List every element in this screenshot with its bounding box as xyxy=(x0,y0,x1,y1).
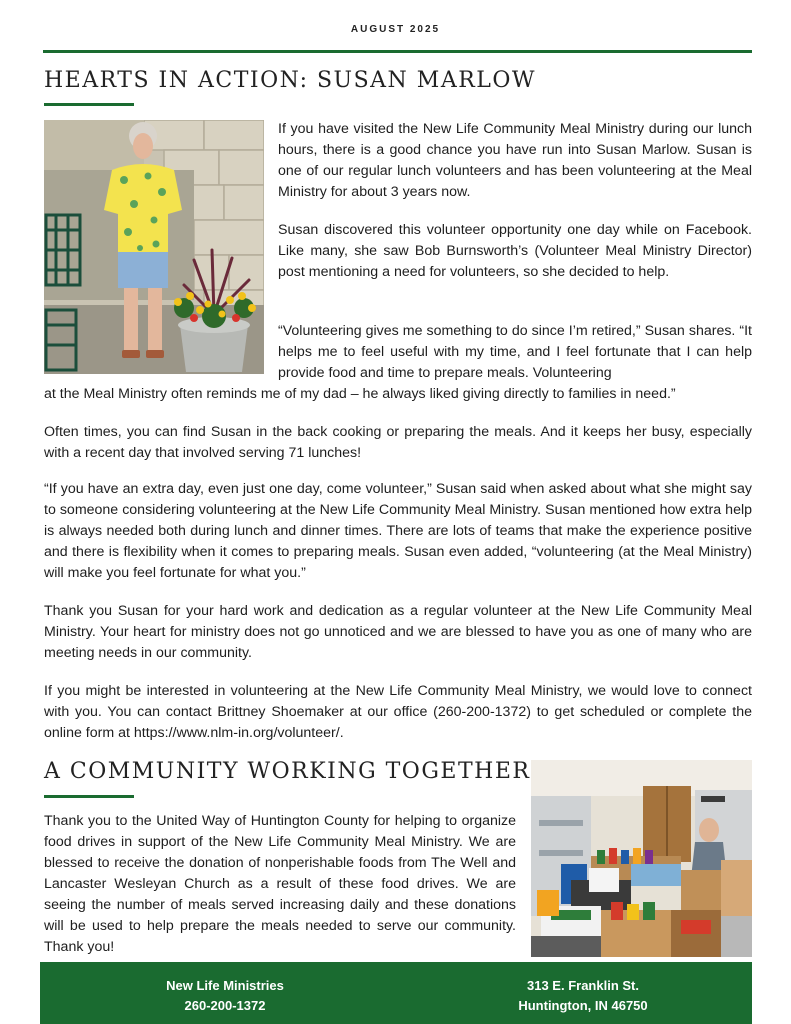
food-donations-photo xyxy=(531,760,752,957)
footer-city: Huntington, IN 46750 xyxy=(518,998,648,1013)
paragraph-contact: If you might be interested in volunteering at the New Life Community Meal Ministry, we would love to connect with you. You can contact Brittney Shoemaker at our office (260-200-1372) to get scheduled or complete the online form at https://www.nlm-in.org/volunteer/. xyxy=(44,683,752,741)
top-divider xyxy=(43,50,752,53)
footer-phone: 260-200-1372 xyxy=(184,998,266,1013)
paragraph-food-drive: Thank you to the United Way of Huntington County for helping to organize food drives in support of the New Life Community Meal Ministry. We are blessed to receive the donation of nonperishable foods from The Well and Lancaster Wesleyan Church as a result of these food drives. We are seeing the number of meals served increasing daily and these donations will be used to help prepare the meals needed to serve our community. Thank you! xyxy=(44,813,516,955)
paragraph-quote-start: “Volunteering gives me something to do since I’m retired,” Susan shares. “It helps me to feel useful with my time, and I feel fortunate that I can help provide food and time to prepare meals. Volunteering xyxy=(278,323,752,381)
paragraph-extra-day: “If you have an extra day, even just one day, come volunteer,” Susan said when asked about what she might say to someone considering volunteering at the New Life Community Meal Ministry. Susan mentioned how extra help is always needed both during lunch and dinner times. There are lots of teams that make the experience positive and there is flexibility when it comes to preparing meals. Susan even added, “volunteering (at the Meal Ministry) will make you feel fortunate for what you.” xyxy=(44,481,752,581)
footer-left xyxy=(135,976,315,1016)
footer-org-name: New Life Ministries xyxy=(166,978,284,993)
header-date: AUGUST 2025 xyxy=(350,24,441,35)
footer-street: 313 E. Franklin St. xyxy=(527,978,639,993)
paragraph-cooking: Often times, you can find Susan in the back cooking or preparing the meals. And it keeps her busy, especially with a recent day that involved serving 71 lunches! xyxy=(44,424,752,461)
footer xyxy=(40,962,752,1024)
paragraph-discovery: Susan discovered this volunteer opportunity one day while on Facebook. Like many, she saw Bob Burnsworth’s (Volunteer Meal Ministry Director) post mentioning a need for volunteers, so she decided to help. xyxy=(278,222,752,280)
title-underline xyxy=(44,795,134,798)
title-underline xyxy=(44,103,134,106)
susan-marlow-photo xyxy=(44,120,264,374)
paragraph-thank-you: Thank you Susan for your hard work and dedication as a regular volunteer at the New Life Community Meal Ministry. Your heart for ministry does not go unnoticed and we are blessed to have you as one of many who are meeting needs in our community. xyxy=(44,603,752,661)
section-title-community: A COMMUNITY WORKING TOGETHER xyxy=(44,759,531,784)
section-title-hearts-in-action: HEARTS IN ACTION: SUSAN MARLOW xyxy=(44,68,537,93)
paragraph-quote-end: at the Meal Ministry often reminds me of my dad – he always liked giving directly to families in need.” xyxy=(44,386,676,402)
footer-right xyxy=(488,976,678,1016)
paragraph-intro: If you have visited the New Life Community Meal Ministry during our lunch hours, there is a good chance you have run into Susan Marlow. Susan is one of our regular lunch volunteers and has been volunteering at the Meal Ministry for about 3 years now. xyxy=(278,121,752,200)
